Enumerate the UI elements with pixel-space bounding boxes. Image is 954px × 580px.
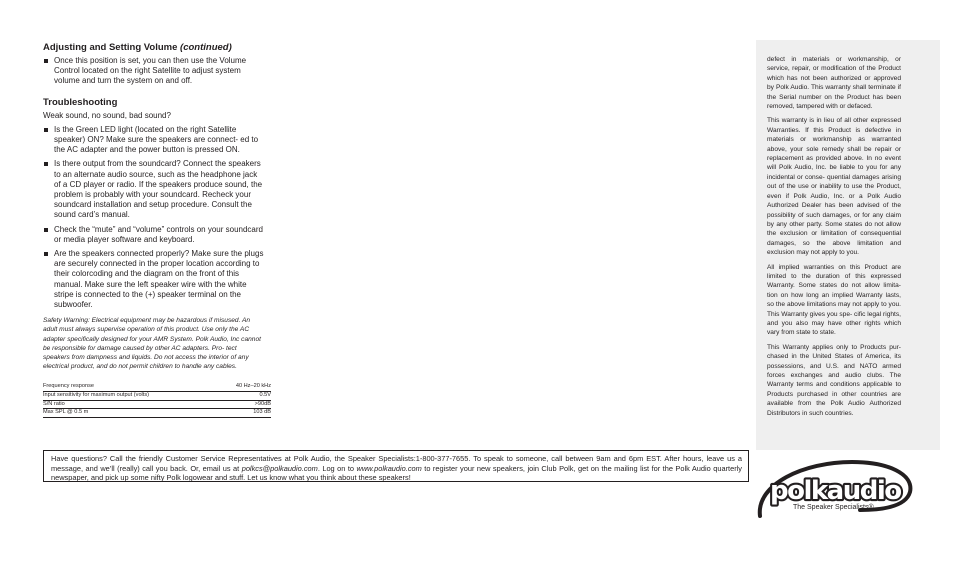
specifications-table	[43, 383, 271, 417]
email-link[interactable]: polkcs@polkaudio.com	[241, 463, 318, 473]
bullet-soundcard: Is there output from the soundcard? Connect the speakers to an alternate audio source, such as the headphone jack of a CD player or radio. If the speakers produce sound, the problem is probably with your soundcard. Recheck your soundcard installation and setup procedure. Consult the sound card’s manual.	[43, 159, 265, 220]
section-heading-troubleshooting: Troubleshooting	[43, 96, 118, 108]
contact-text: . Log on to	[317, 463, 357, 473]
contact-text: Have questions? Call the friendly Customer Service Representatives at Polk Audio, the Speaker Specialists:1-800-377-7655. To speak to someone, call between 9am and 6pm EST. After hours, leave us a message, and we’ll (really) call you back. Or, email us at	[51, 454, 742, 473]
spec-value: >90dB	[214, 400, 271, 409]
warranty-paragraph: This warranty is in lieu of all other expressed Warranties. If this Product is defective in materials or workmanship as warranted above, your sole remedy shall be repair or replacement as provided above. In no event will Polk Audio, Inc. be liable to you for any incidental or conse- quential damages arising out of the use or inability to use the Product, even if Polk Audio, Inc. or a Polk Audio Authorized Dealer has been advised of the possibility of such damages, or for any claim by any other party. Some states do not allow the exclusion or limitation of consequential damages, so the above limitation and exclusion may not apply to you.	[767, 117, 901, 257]
section-heading-volume	[43, 42, 265, 54]
warranty-paragraph: defect in materials or workmanship, or service, repair, or modification of the Product which has not been authorized or approved by Polk Audio. This warranty shall terminate if the Serial number on the Product has been removed, tampered with or defaced.	[767, 56, 901, 111]
spec-value: 103 dB	[214, 409, 271, 418]
bullet-volume: Once this position is set, you can then use the Volume Control located on the right Satellite to adjust system volume and turn the system on and off.	[43, 56, 265, 87]
bullet-connections: Are the speakers connected properly? Make sure the plugs are securely connected in the proper location according to their colorcoding and the diagram on the front of this manual. Make sure the left speaker wire with the white stripe is connected to the (+) speaker terminal on the subwoofer.	[43, 249, 265, 310]
spec-label: Input sensitivity for maximum output (volts)	[43, 392, 214, 401]
troubleshooting-column	[43, 42, 271, 418]
heading-continued: (continued)	[180, 42, 232, 53]
spec-row	[43, 409, 271, 418]
website-link[interactable]: www.polkaudio.com	[356, 463, 422, 473]
spec-label: S/N ratio	[43, 400, 214, 409]
logo-graphic	[756, 458, 916, 520]
troubleshooting-intro: Weak sound, no sound, bad sound?	[43, 110, 171, 120]
spec-row	[43, 400, 271, 409]
spec-value: 40 Hz–20 kHz	[214, 383, 271, 391]
warranty-paragraph: All implied warranties on this Product are limited to the duration of this expressed Warranty. Some states do not allow limita- tion on how long an implied Warranty lasts, so the above limitations may not apply to you. This Warranty gives you spe- cific legal rights, and you also may have other rights which vary from state to state.	[767, 263, 901, 337]
logo-wordmark: polkaudio	[770, 476, 901, 506]
warranty-text	[767, 55, 901, 423]
spec-row	[43, 392, 271, 401]
bullet-mute: Check the “mute” and “volume” controls on your soundcard or media player software and keyboard.	[43, 225, 265, 245]
polk-audio-logo	[756, 458, 916, 520]
heading-text: Adjusting and Setting Volume	[43, 42, 178, 53]
spec-label: Frequency response	[43, 383, 214, 391]
bullet-led: Is the Green LED light (located on the right Satellite speaker) ON? Make sure the speakers are connect- ed to the AC adapter and the power button is pressed ON.	[43, 125, 265, 156]
safety-warning: Safety Warning: Electrical equipment may be hazardous if misused. An adult must always supervise operation of this product. Use only the AC adapter specifically designed for your AMR System. Polk Audio, Inc cannot be responsible for damage caused by other AC adapters. Pro- tect speakers from dampness and liquids. Do not access the interior of any electrical product, and do not permit children to handle any cables.	[43, 317, 261, 371]
spec-row	[43, 383, 271, 391]
contact-text: to register your new speakers, join Club Polk, get on the mailing list for the Polk Audio quarterly newspaper, and pick up some nifty Polk logowear and stuff. Let us know what you think about these speakers!	[51, 463, 742, 482]
warranty-panel	[756, 40, 940, 450]
logo-tagline: The Speaker Specialists®	[793, 504, 874, 511]
warranty-paragraph: This Warranty applies only to Products pur- chased in the United States of America, its possessions, and U.S. and NATO armed forces exchanges and audio clubs. The Warranty terms and conditions applicable to Products purchased in other countries are available from the Polk Audio Authorized Distributors in such countries.	[767, 343, 901, 417]
customer-service-box	[43, 450, 749, 482]
spec-value: 0.5V	[214, 392, 271, 401]
spec-label: Max SPL @ 0.5 m	[43, 409, 214, 418]
